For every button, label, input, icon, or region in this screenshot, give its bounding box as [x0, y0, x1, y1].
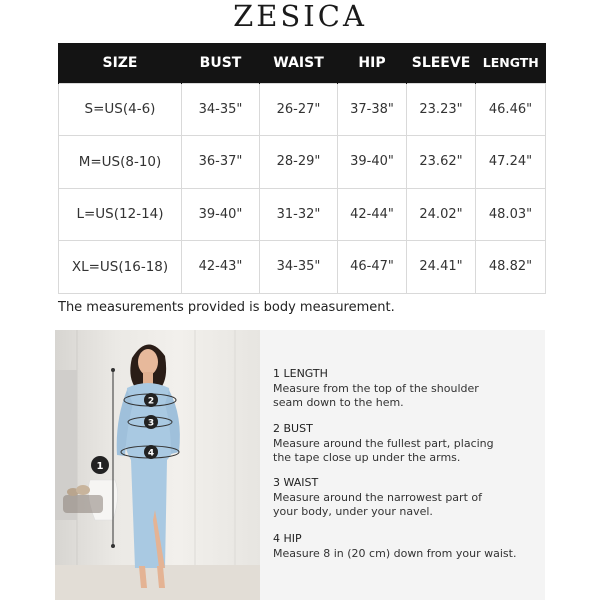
bust-cell: 39-40" — [182, 188, 260, 241]
sleeve-cell: 24.02" — [407, 188, 476, 241]
length-cell: 48.03" — [476, 188, 546, 241]
size-cell: L=US(12-14) — [59, 188, 182, 241]
size-cell: M=US(8-10) — [59, 136, 182, 189]
marker-bust — [144, 393, 158, 407]
hip-cell: 37-38" — [338, 83, 407, 136]
guide-length-text-1: Measure from the top of the shoulder — [273, 381, 479, 395]
hip-cell: 39-40" — [338, 136, 407, 189]
guide-hip-title: 4 HIP — [273, 532, 302, 545]
length-cell: 47.24" — [476, 136, 546, 189]
svg-text:3: 3 — [147, 418, 155, 429]
header-hip: HIP — [338, 43, 407, 83]
model-illustration — [55, 330, 260, 600]
sleeve-cell: 24.41" — [407, 241, 476, 294]
guide-waist-title: 3 WAIST — [273, 476, 319, 489]
guide-bust — [273, 422, 494, 466]
length-cell: 46.46" — [476, 83, 546, 136]
header-length: LENGTH — [476, 43, 546, 83]
hip-cell: 42-44" — [338, 188, 407, 241]
bust-cell: 36-37" — [182, 136, 260, 189]
guide-hip-text-1: Measure 8 in (20 cm) down from your waist. — [273, 546, 517, 560]
guide-waist-text-1: Measure around the narrowest part of — [273, 490, 482, 504]
guide-length-text-2: seam down to the hem. — [273, 396, 404, 409]
svg-text:2: 2 — [147, 396, 155, 407]
waist-cell: 31-32" — [260, 188, 338, 241]
guide-waist-text-2: your body, under your navel. — [273, 505, 433, 518]
table-header-row — [59, 43, 546, 83]
waist-cell: 28-29" — [260, 136, 338, 189]
guide-length-title: 1 LENGTH — [273, 367, 328, 380]
model-photo — [55, 330, 260, 600]
brand-logo: ZESICA — [233, 0, 367, 33]
guide-bust-text-1: Measure around the fullest part, placing — [273, 436, 494, 450]
header-sleeve: SLEEVE — [407, 43, 476, 83]
size-cell: XL=US(16-18) — [59, 241, 182, 294]
size-cell: S=US(4-6) — [59, 83, 182, 136]
guide-hip — [273, 532, 516, 561]
table-row — [59, 188, 546, 241]
guide-waist — [273, 476, 482, 520]
waist-cell: 26-27" — [260, 83, 338, 136]
bust-cell: 42-43" — [182, 241, 260, 294]
table-row — [59, 83, 546, 136]
measurement-note: The measurements provided is body measurement. — [58, 300, 395, 315]
header-bust: BUST — [182, 43, 260, 83]
marker-hip — [144, 445, 158, 459]
table-row — [59, 241, 546, 294]
sleeve-cell: 23.62" — [407, 136, 476, 189]
svg-text:4: 4 — [147, 448, 155, 459]
header-size: SIZE — [59, 43, 182, 83]
table-row — [59, 136, 546, 189]
sleeve-cell: 23.23" — [407, 83, 476, 136]
waist-cell: 34-35" — [260, 241, 338, 294]
measurement-guide-panel — [260, 330, 545, 600]
guide-length — [273, 367, 479, 411]
svg-text:1: 1 — [96, 461, 104, 472]
marker-length — [91, 456, 109, 474]
length-cell: 48.82" — [476, 241, 546, 294]
hip-cell: 46-47" — [338, 241, 407, 294]
marker-waist — [144, 415, 158, 429]
size-chart-table — [58, 43, 546, 294]
bust-cell: 34-35" — [182, 83, 260, 136]
guide-bust-text-2: the tape close up under the arms. — [273, 451, 461, 464]
guide-bust-title: 2 BUST — [273, 422, 313, 435]
header-waist: WAIST — [260, 43, 338, 83]
